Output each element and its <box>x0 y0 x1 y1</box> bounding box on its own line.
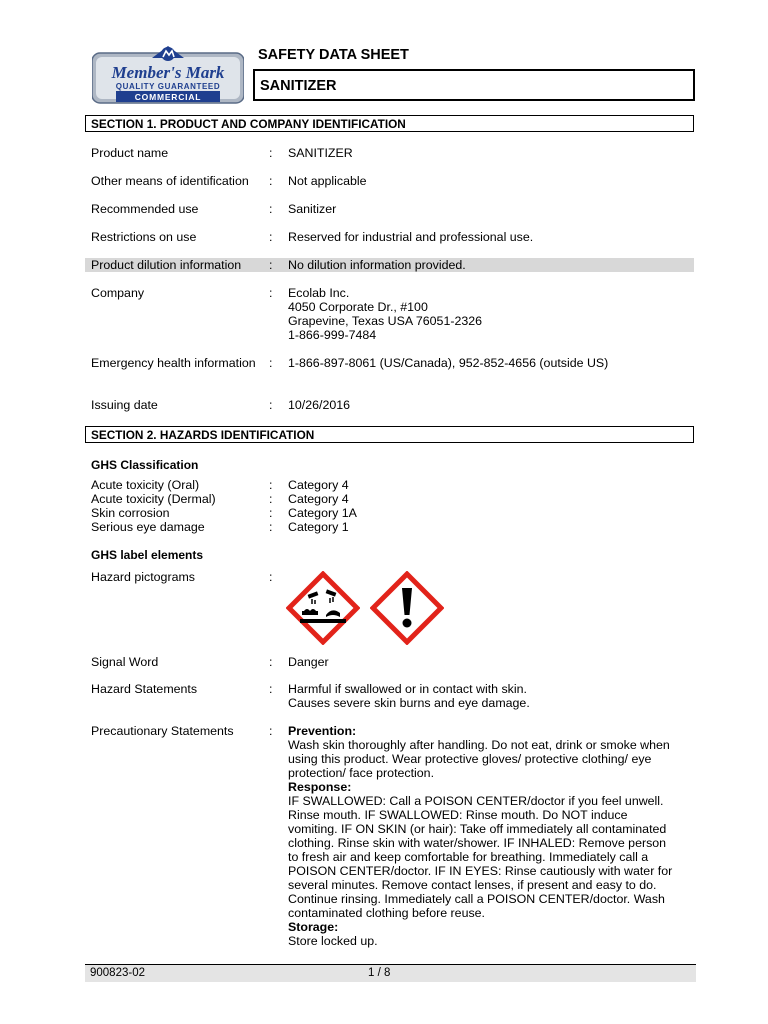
row-value: Category 4 <box>288 478 349 492</box>
precautionary-text <box>288 724 693 948</box>
document-title: SAFETY DATA SHEET <box>258 47 409 63</box>
row-value: Reserved for industrial and professional use. <box>288 230 534 244</box>
row-label: Hazard Statements <box>91 682 198 696</box>
row-dilution <box>85 258 694 272</box>
row-colon: : <box>269 258 273 272</box>
response-heading: Response: <box>288 780 352 794</box>
row-label-line: information <box>194 356 256 370</box>
prevention-line: Wash skin thoroughly after handling. Do not eat, drink or smoke when <box>288 738 670 752</box>
row-value: Sanitizer <box>288 202 337 216</box>
row-colon: : <box>269 570 273 584</box>
row-label: Issuing date <box>91 398 158 412</box>
row-label: Serious eye damage <box>91 520 205 534</box>
row-colon: : <box>269 478 273 492</box>
row-colon: : <box>269 492 273 506</box>
hazard-statement: Harmful if swallowed or in contact with skin. <box>288 682 527 696</box>
row-value <box>288 682 693 710</box>
row-label <box>91 356 266 370</box>
prevention-line: using this product. Wear protective gloves/ protective clothing/ eye <box>288 752 652 766</box>
footer-divider <box>85 964 696 965</box>
logo-text-band: COMMERCIAL <box>134 92 202 102</box>
row-label: Product dilution information <box>91 258 242 272</box>
company-line: Grapevine, Texas USA 76051-2326 <box>288 314 483 328</box>
row-value: Not applicable <box>288 174 367 188</box>
row-colon: : <box>269 202 273 216</box>
row-label: Acute toxicity (Dermal) <box>91 492 216 506</box>
response-line: vomiting. IF ON SKIN (or hair): Take off immediately all contaminated <box>288 822 667 836</box>
row-label: Signal Word <box>91 655 159 669</box>
row-value: SANITIZER <box>288 146 353 160</box>
storage-line: Store locked up. <box>288 934 378 948</box>
row-label: Other means of identification <box>91 174 249 188</box>
row-colon: : <box>269 398 273 412</box>
row-colon: : <box>269 286 273 300</box>
company-line: Ecolab Inc. <box>288 286 350 300</box>
row-value: 1-866-897-8061 (US/Canada), 952-852-4656 (outside US) <box>288 356 609 370</box>
row-label: Recommended use <box>91 202 199 216</box>
prevention-heading: Prevention: <box>288 724 357 738</box>
row-colon: : <box>269 174 273 188</box>
row-value: Danger <box>288 655 329 669</box>
ghs-classification-heading: GHS Classification <box>91 458 199 472</box>
response-line: IF SWALLOWED: Call a POISON CENTER/doctor if you feel unwell. <box>288 794 664 808</box>
row-colon: : <box>269 655 273 669</box>
section2-heading-text: SECTION 2. HAZARDS IDENTIFICATION <box>91 428 315 442</box>
row-colon: : <box>269 506 273 520</box>
company-line: 1-866-999-7484 <box>288 328 377 342</box>
response-line: contaminated clothing before reuse. <box>288 906 485 920</box>
response-line: Rinse mouth. IF SWALLOWED: Rinse mouth. Do NOT induce <box>288 808 628 822</box>
hazard-statement: Causes severe skin burns and eye damage. <box>288 696 530 710</box>
response-line: Continue rinsing. Immediately call a POISON CENTER/doctor. Wash <box>288 892 665 906</box>
row-label: Restrictions on use <box>91 230 197 244</box>
row-colon: : <box>269 520 273 534</box>
section1-heading-text: SECTION 1. PRODUCT AND COMPANY IDENTIFICATION <box>91 117 406 131</box>
exclamation-mark-pictogram-icon <box>370 571 444 645</box>
row-colon: : <box>269 682 273 696</box>
corrosion-pictogram-icon <box>286 571 360 645</box>
row-colon: : <box>269 146 273 160</box>
footer-page-number: 1 / 8 <box>368 967 391 979</box>
section1-heading <box>85 115 694 132</box>
row-colon: : <box>269 356 273 370</box>
response-line: clothing. Rinse skin with water/shower. IF INHALED: Remove person <box>288 836 667 850</box>
row-colon: : <box>269 724 273 738</box>
product-title: SANITIZER <box>260 78 337 94</box>
row-value: No dilution information provided. <box>288 258 466 272</box>
members-mark-logo <box>92 44 244 104</box>
row-value: Category 1A <box>288 506 357 520</box>
footer-band <box>85 965 696 982</box>
response-line: POISON CENTER/doctor. IF IN EYES: Rinse cautiously with water for <box>288 864 673 878</box>
row-label: Hazard pictograms <box>91 570 195 584</box>
response-line: to fresh air and keep comfortable for breathing. Immediately call a <box>288 850 649 864</box>
row-label: Precautionary Statements <box>91 724 234 738</box>
product-title-box <box>253 69 695 101</box>
row-label-line: Emergency health <box>91 356 191 370</box>
section2-heading <box>85 426 694 443</box>
logo-text-sub: QUALITY GUARANTEED <box>115 82 221 91</box>
logo-text-main: Member's Mark <box>111 63 225 82</box>
row-value: Category 4 <box>288 492 349 506</box>
footer-doc-number: 900823-02 <box>90 967 145 979</box>
company-line: 4050 Corporate Dr., #100 <box>288 300 428 314</box>
row-colon: : <box>269 230 273 244</box>
storage-heading: Storage: <box>288 920 339 934</box>
row-value: Category 1 <box>288 520 349 534</box>
prevention-line: protection/ face protection. <box>288 766 435 780</box>
response-line: several minutes. Remove contact lenses, if present and easy to do. <box>288 878 657 892</box>
company-address <box>288 286 693 342</box>
row-label: Product name <box>91 146 169 160</box>
row-value: 10/26/2016 <box>288 398 351 412</box>
row-label: Company <box>91 286 145 300</box>
row-label: Acute toxicity (Oral) <box>91 478 200 492</box>
row-label: Skin corrosion <box>91 506 170 520</box>
ghs-label-elements-heading: GHS label elements <box>91 548 204 562</box>
